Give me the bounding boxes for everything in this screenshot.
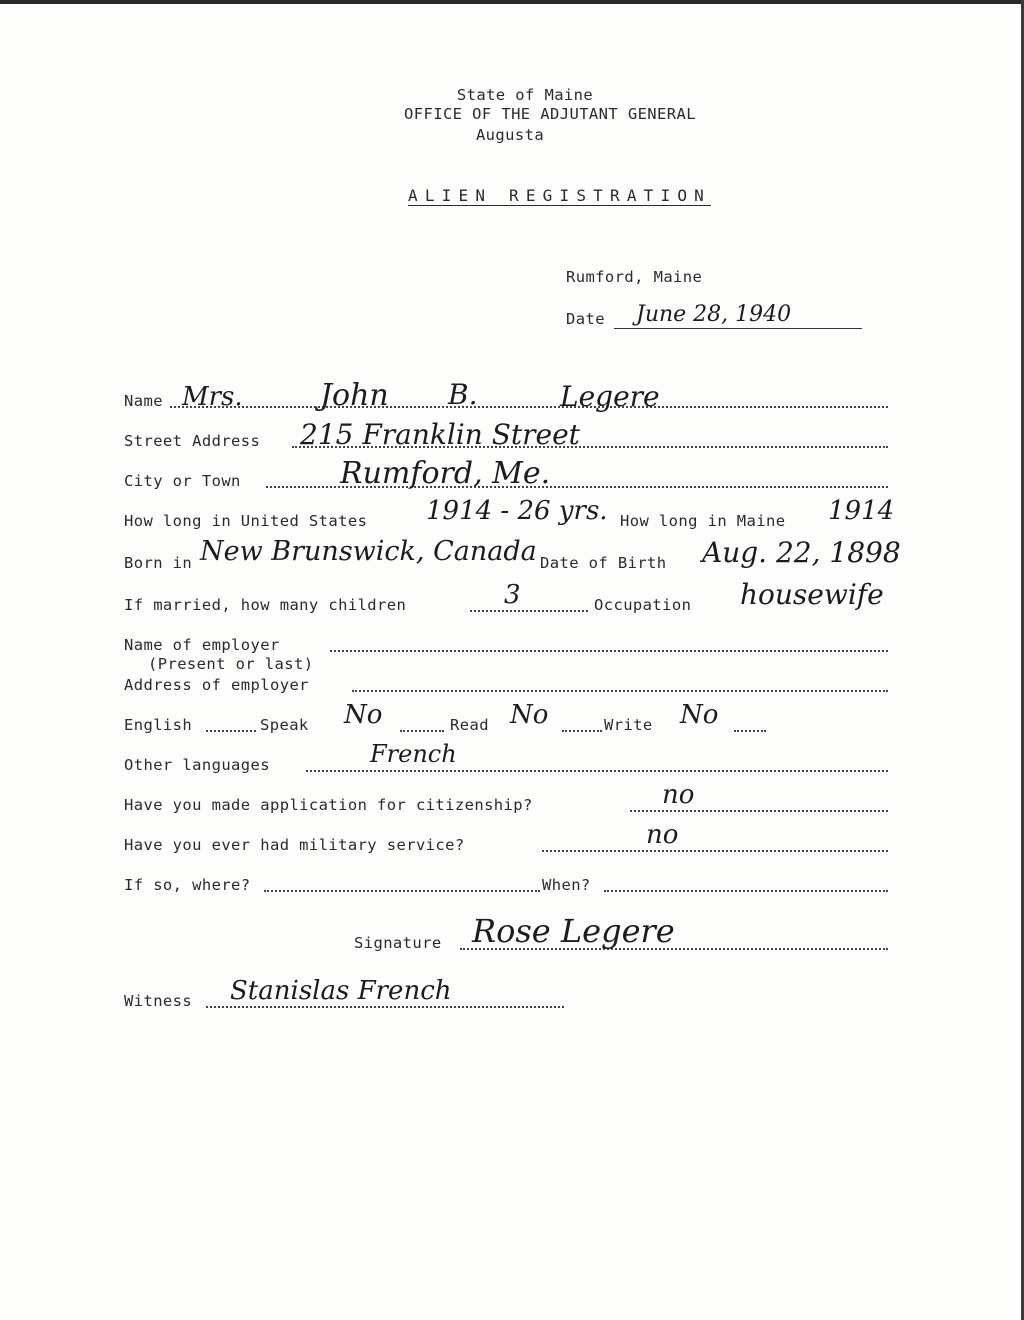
street-value: 215 Franklin Street [300,418,580,451]
military-label: Have you ever had military service? [124,836,465,854]
born-in-value: New Brunswick, Canada [200,536,537,567]
employer-dots [330,650,888,652]
how-long-us-value: 1914 - 26 yrs. [426,496,608,526]
how-long-maine-value: 1914 [828,496,895,526]
signature-value: Rose Legere [472,912,675,950]
occupation-label: Occupation [594,596,692,614]
name-middle-value: B. [448,378,478,411]
header-office: OFFICE OF THE ADJUTANT GENERAL [404,105,696,123]
name-dots [170,406,888,408]
when-label: When? [542,876,591,894]
citizenship-dots [630,810,888,812]
speak-dots [400,730,444,732]
city-value: Rumford, Me. [340,456,551,491]
read-dots [562,730,602,732]
how-long-maine-label: How long in Maine [620,512,786,530]
witness-dots [206,1006,564,1008]
occupation-value: housewife [740,578,884,611]
citizenship-value: no [662,780,695,810]
present-or-last-label: (Present or last) [148,655,314,673]
place: Rumford, Maine [566,268,703,286]
children-label: If married, how many children [124,596,407,614]
english-dots [206,730,256,732]
dob-label: Date of Birth [540,554,667,572]
read-value: No [510,700,549,730]
children-value: 3 [504,580,521,610]
speak-value: No [344,700,383,730]
employer-address-label: Address of employer [124,676,309,694]
signature-label: Signature [354,934,442,952]
other-languages-dots [306,770,888,772]
how-long-us-label: How long in United States [124,512,368,530]
witness-label: Witness [124,992,193,1010]
children-dots [470,610,588,612]
header-state: State of Maine [456,86,594,104]
street-label: Street Address [124,432,261,450]
born-in-label: Born in [124,554,193,572]
citizenship-label: Have you made application for citizenship? [124,796,533,814]
city-label: City or Town [124,472,241,490]
english-label: English [124,716,193,734]
name-last-value: Legere [560,380,660,413]
dob-value: Aug. 22, 1898 [702,536,901,569]
write-label: Write [604,716,653,734]
speak-label: Speak [260,716,309,734]
military-dots [542,850,888,852]
read-label: Read [450,716,489,734]
witness-value: Stanislas French [230,976,452,1006]
write-value: No [680,700,719,730]
date-line [614,328,862,329]
when-dots [604,890,888,892]
header-city: Augusta [475,126,545,144]
military-value: no [646,820,679,850]
form-title: ALIEN REGISTRATION [408,186,711,205]
where-label: If so, where? [124,876,251,894]
date-value: June 28, 1940 [636,302,792,327]
other-languages-label: Other languages [124,756,270,774]
name-first-value: John [320,378,389,413]
employer-address-dots [352,690,888,692]
name-title-value: Mrs. [182,382,243,412]
employer-label: Name of employer [124,636,280,654]
where-dots [264,890,540,892]
date-label: Date [566,310,605,328]
scan-top-edge [0,0,1024,4]
name-label: Name [124,392,163,410]
write-dots [734,730,766,732]
other-languages-value: French [370,740,457,768]
